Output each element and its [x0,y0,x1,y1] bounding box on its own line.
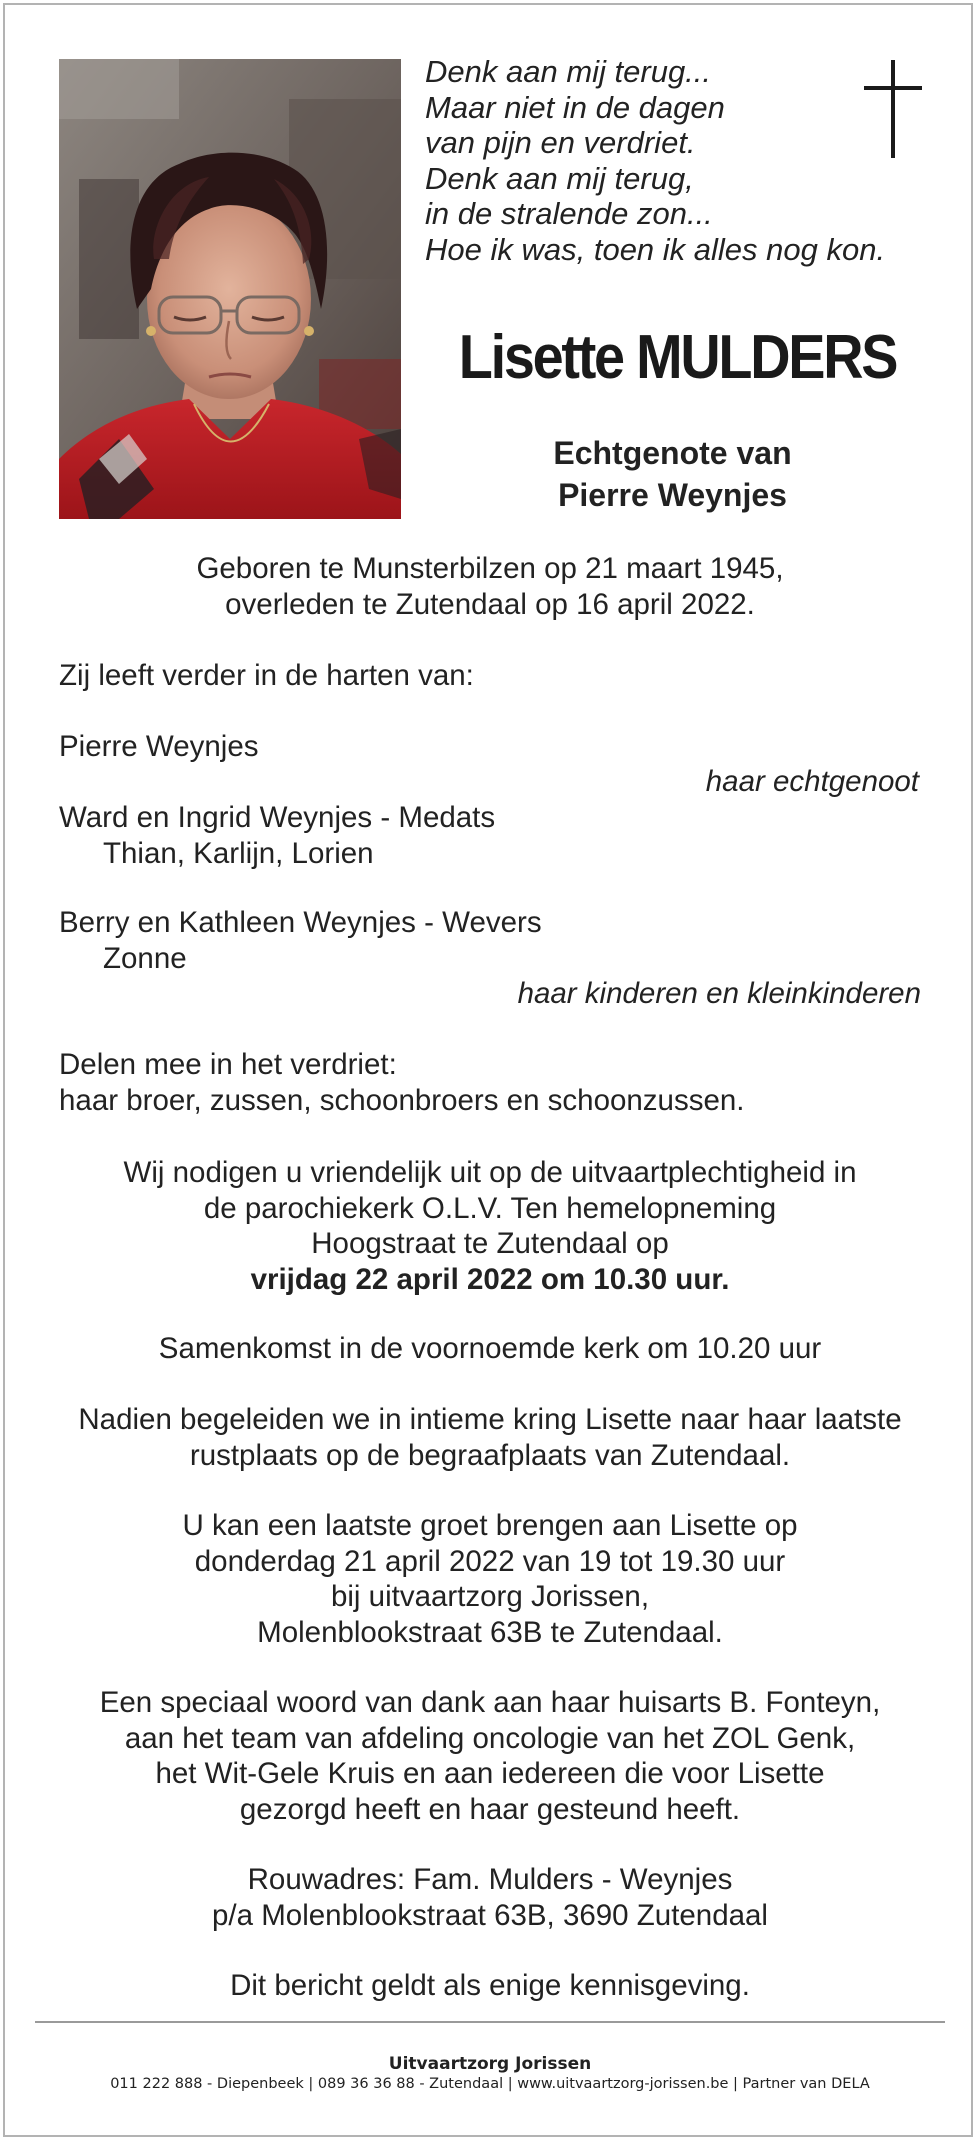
burial-line: Nadien begeleiden we in intieme kring Lisette naar haar laatste [78,1403,902,1436]
survivors-intro: Zij leeft verder in de harten van: [59,659,474,692]
poem-line: van pijn en verdriet. [425,125,696,160]
survivor-spouse-role: haar echtgenoot [705,765,919,798]
spouse-line: Echtgenote van [553,435,792,471]
spouse-info [400,432,945,516]
deceased-name: Lisette MULDERS [458,323,897,392]
ceremony-line: Wij nodigen u vriendelijk uit op de uitvaartplechtigheid in [123,1156,857,1189]
cross-icon [864,60,922,160]
address-line: Rouwadres: Fam. Mulders - Weynjes [247,1863,733,1896]
share-line: Delen mee in het verdriet: [59,1048,397,1081]
visitation-line: donderdag 21 april 2022 van 19 tot 19.30 uur [194,1544,786,1578]
thanks-line: Een speciaal woord van dank aan haar huisarts B. Fonteyn, [99,1686,881,1719]
thanks-message [40,1685,940,1827]
ceremony-line: Hoogstraat te Zutendaal op [311,1227,669,1260]
portrait-photo [59,59,401,519]
spouse-line: Pierre Weynjes [558,477,787,513]
poem-line: in de stralende zon... [425,196,713,231]
family-group-2 [59,905,929,976]
family-group-1 [59,800,929,871]
family-grandchildren: Zonne [103,941,187,975]
burial-line: rustplaats op de begraafplaats van Zutendaal. [189,1438,791,1472]
thanks-line: gezorgd heeft en haar gesteund heeft. [239,1792,741,1826]
ceremony-line: de parochiekerk O.L.V. Ten hemelopneming [203,1191,777,1225]
funeral-home-contact: 011 222 888 - Diepenbeek | 089 36 36 88 - Zutendaal | www.uitvaartzorg-jorissen.be | Partner van DELA [110,2076,870,2092]
visitation-info [40,1508,940,1650]
visitation-line: Molenblookstraat 63B te Zutendaal. [257,1615,723,1649]
burial-info [40,1402,940,1473]
survivor-spouse: Pierre Weynjes [59,730,259,763]
poem [425,54,895,267]
mourning-address [40,1862,940,1933]
poem-line: Denk aan mij terug, [425,160,694,196]
gathering-info: Samenkomst in de voornoemde kerk om 10.20 uur [158,1332,822,1365]
visitation-line: bij uitvaartzorg Jorissen, [330,1580,650,1613]
poem-line: Maar niet in de dagen [425,89,725,125]
family-parents: Ward en Ingrid Weynjes - Medats [59,801,496,834]
footer-divider [35,2021,945,2023]
address-line: p/a Molenblookstraat 63B, 3690 Zutendaal [212,1898,768,1932]
ceremony-invitation [40,1155,940,1297]
poem-line: Denk aan mij terug... [425,54,712,89]
dates-line: Geboren te Munsterbilzen op 21 maart 1945, [196,552,784,585]
birth-death-dates [40,551,940,622]
visitation-line: U kan een laatste groet brengen aan Lisette op [182,1509,798,1542]
dates-line: overleden te Zutendaal op 16 april 2022. [225,587,755,621]
notice-statement: Dit bericht geldt als enige kennisgeving. [230,1969,750,2002]
family-parents: Berry en Kathleen Weynjes - Wevers [59,906,542,939]
children-role: haar kinderen en kleinkinderen [517,977,921,1010]
ceremony-date-time: vrijdag 22 april 2022 om 10.30 uur. [250,1262,730,1296]
thanks-line: aan het team van afdeling oncologie van het ZOL Genk, [124,1721,856,1755]
thanks-line: het Wit-Gele Kruis en aan iedereen die voor Lisette [155,1757,825,1790]
funeral-home-name: Uitvaartzorg Jorissen [388,2054,592,2074]
share-grief [59,1047,929,1118]
poem-line: Hoe ik was, toen ik alles nog kon. [425,231,886,267]
family-grandchildren: Thian, Karlijn, Lorien [103,836,374,870]
share-line: haar broer, zussen, schoonbroers en schoonzussen. [59,1083,745,1117]
